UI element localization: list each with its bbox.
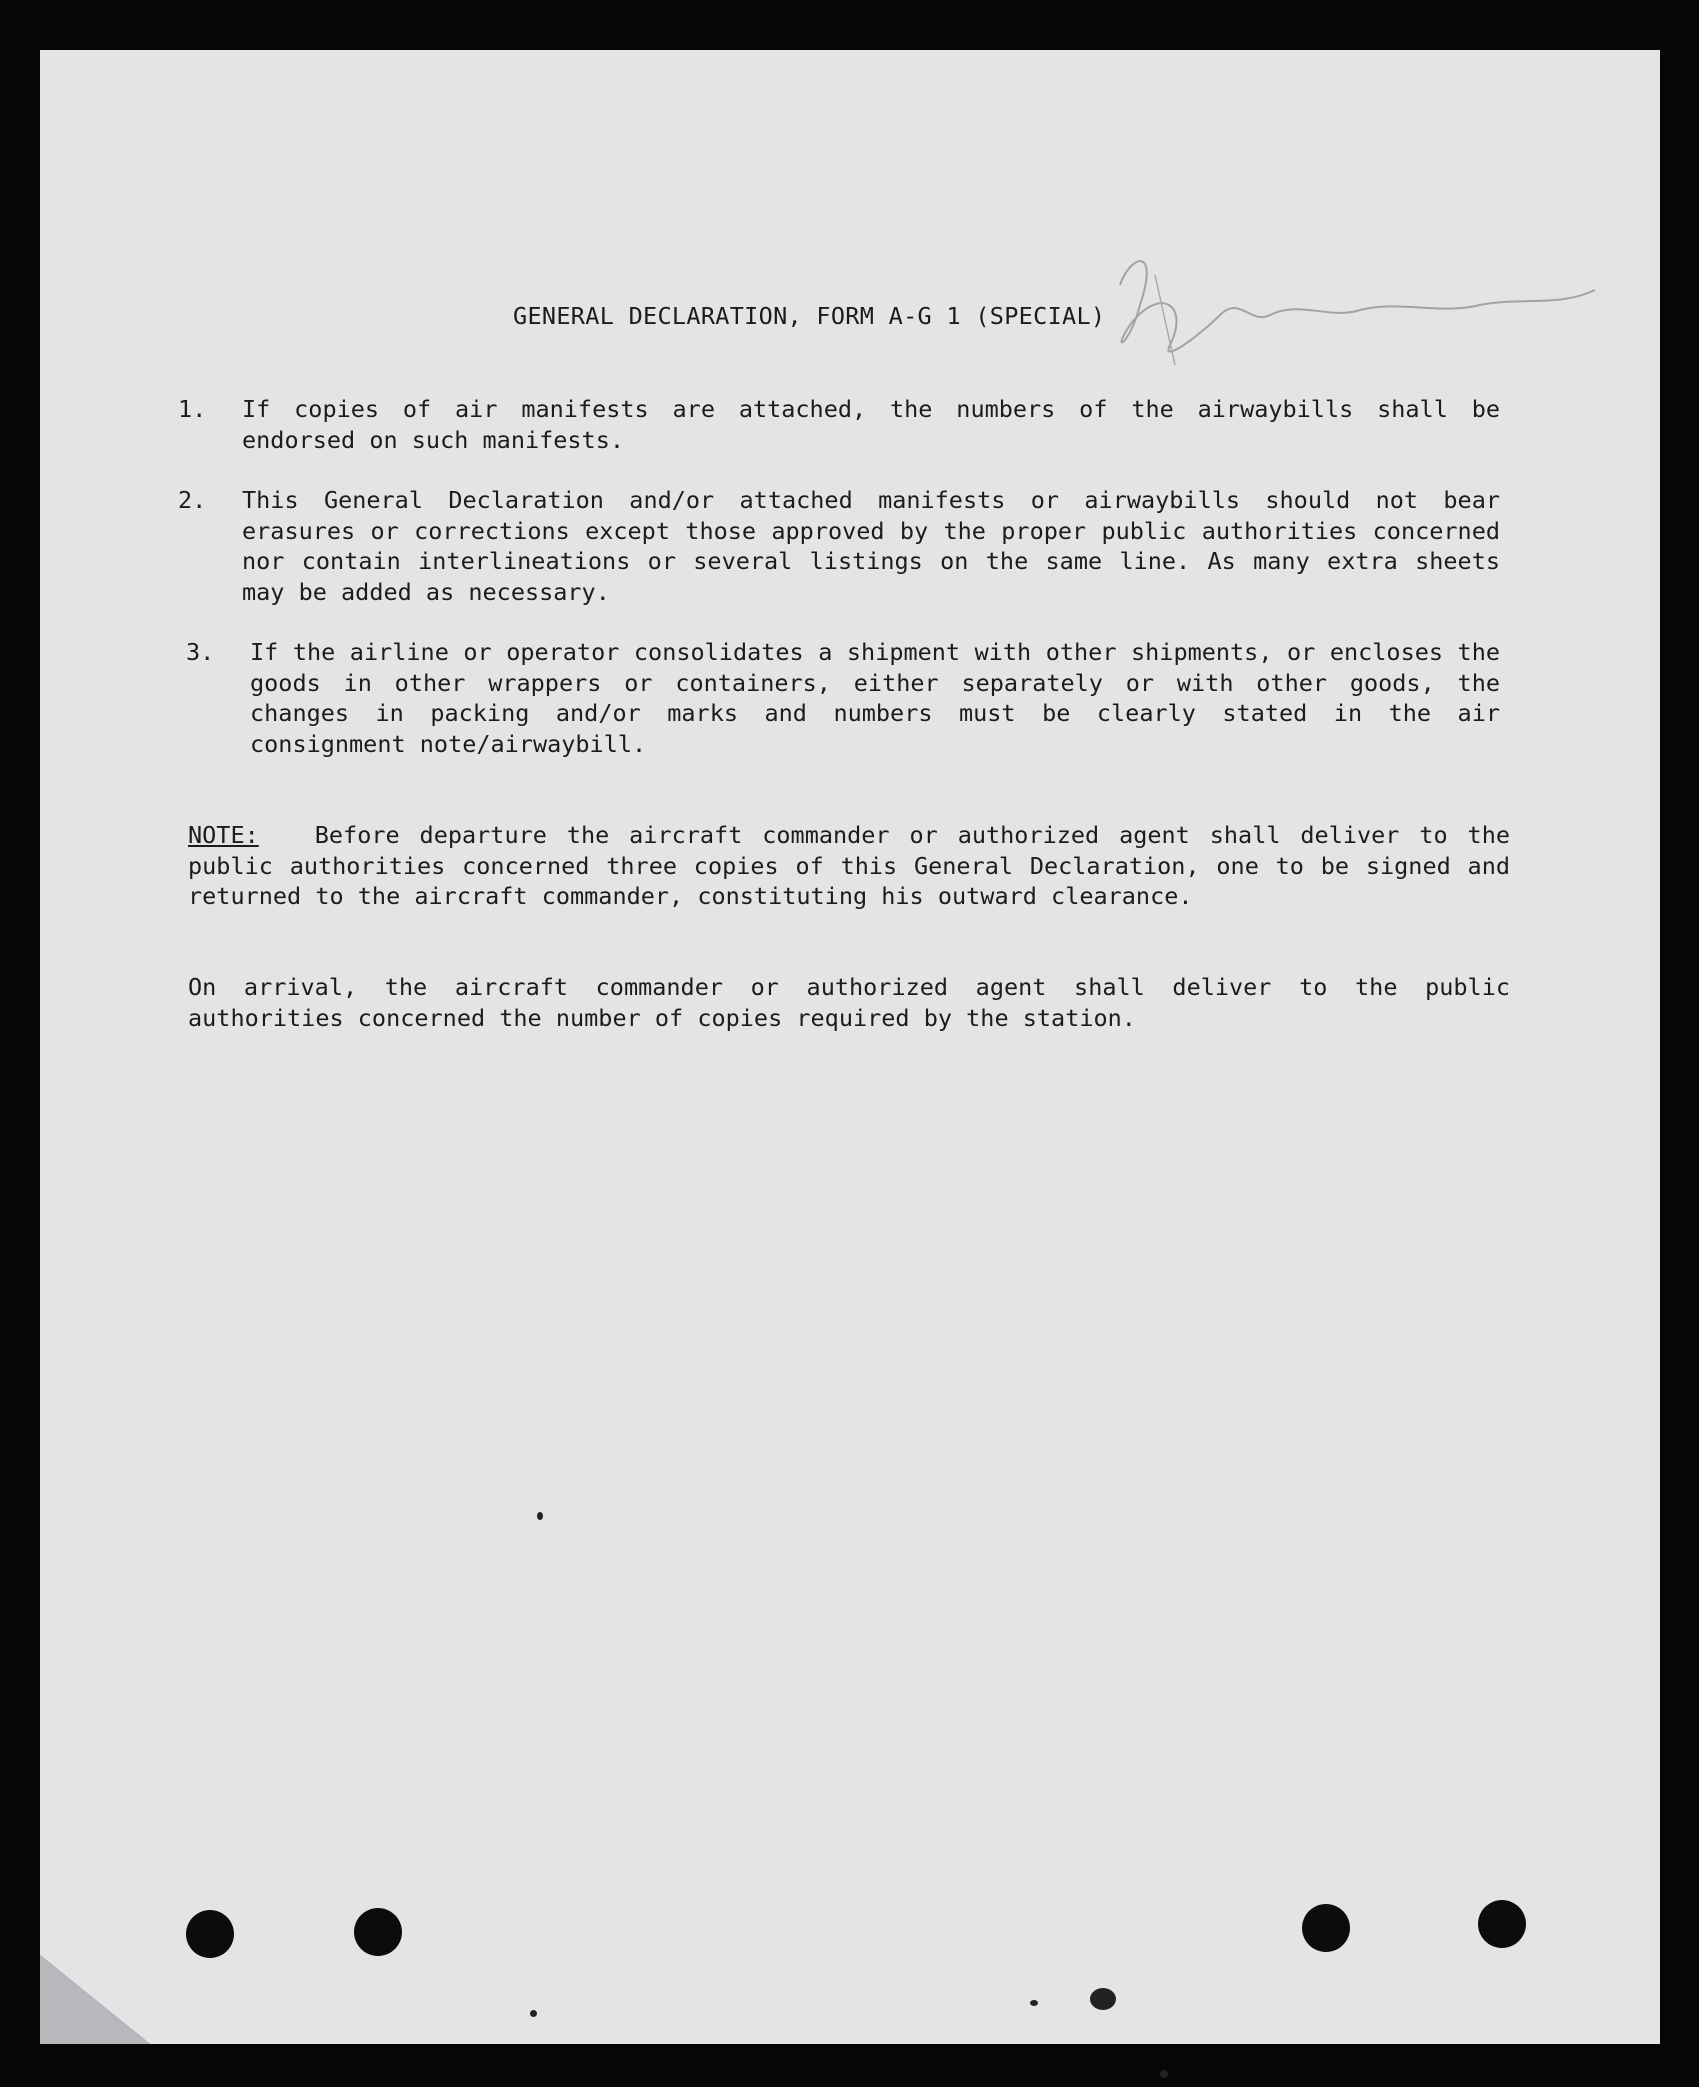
item-text: If copies of air manifests are attached, the numbers of the airwaybills shall be endorsed on such manifests. — [242, 395, 1500, 454]
ink-speck — [530, 2010, 537, 2017]
punch-hole — [186, 1910, 234, 1958]
note-label: NOTE: — [188, 821, 259, 849]
item-text: If the airline or operator consolidates a shipment with other shipments, or encloses the goods in other wrappers or containers, either separately or with other goods, the changes in packing and/or marks and numbers must be clearly stated in the air consignment note/airwaybill. — [250, 638, 1500, 758]
document-title: GENERAL DECLARATION, FORM A-G 1 (SPECIAL) — [513, 302, 1106, 330]
item-number: 3. — [186, 638, 215, 666]
handwritten-signature — [1100, 245, 1600, 395]
note-paragraph — [188, 820, 1510, 912]
ink-speck — [1030, 2000, 1038, 2006]
item-number: 1. — [178, 395, 207, 423]
ink-speck — [1090, 1988, 1116, 2010]
punch-hole — [354, 1908, 402, 1956]
item-text: This General Declaration and/or attached manifests or airwaybills should not bear erasures or corrections except those approved by the proper public authorities concerned nor contain interlineations or several listings on the same line. As many extra sheets may be added as necessary. — [242, 486, 1500, 606]
ink-speck — [1160, 2070, 1168, 2078]
arrival-paragraph: On arrival, the aircraft commander or authorized agent shall deliver to the public authorities concerned the number of copies required by the station. — [188, 973, 1510, 1032]
punch-hole — [1302, 1904, 1350, 1952]
note-text: Before departure the aircraft commander or authorized agent shall deliver to the public authorities concerned three copies of this General Declaration, one to be signed and returned to the aircraft commander, constituting his outward clearance. — [188, 821, 1510, 910]
ink-speck — [537, 1512, 543, 1520]
item-number: 2. — [178, 486, 207, 514]
punch-hole — [1478, 1900, 1526, 1948]
